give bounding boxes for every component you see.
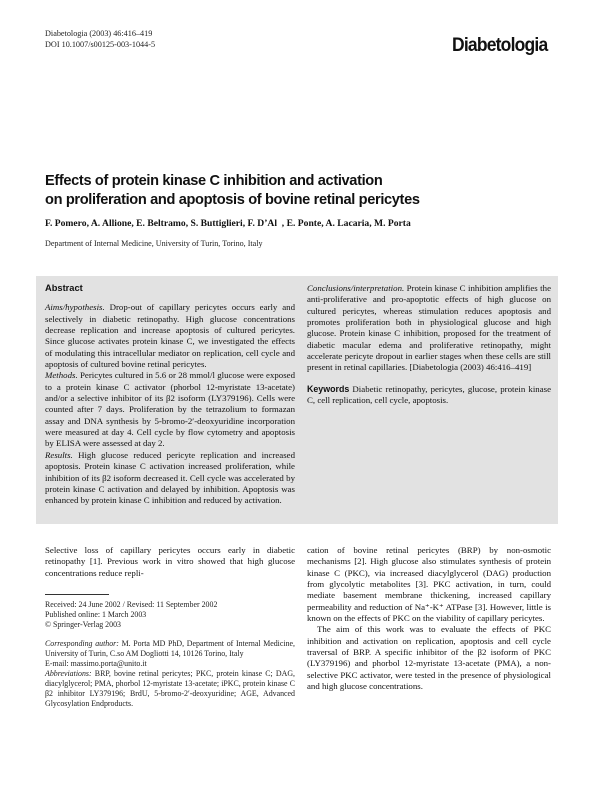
- results-text: High glucose reduced pericyte replication and increased apoptosis. Protein kinase C activation increased proliferation, while inhibition of its β2 isoform decreased it. Cell cycle was accelerated by protein kinase C activation and delayed by inhibition. Apoptosis was enhanced by protein kinase C inhibition and reduced by activation.: [45, 449, 295, 506]
- aims-text: Drop-out of capillary pericytes occurs early and selectively in diabetic retinopathy. High glucose concentrations decrease replication and increase apoptosis of cultured pericytes. Since glucose activates protein kinase C, we investigated the effects of modulating this intracellular mediator on replication, cell cycle and apoptosis of cultured bovine retinal pericytes.: [45, 302, 295, 370]
- article-dates: [45, 600, 217, 630]
- abbreviations-text: BRP, bovine retinal pericytes; PKC, protein kinase C; DAG, diacylglycerol; PMA, phorbol 12-myristate 13-acetate; iPKC, protein kinase C β2 inhibitor LY379196; BrdU, 5-bromo-2′-deoxyuridine; AGE, Advanced Glycosylation Endproducts.: [45, 669, 295, 708]
- copyright: © Springer-Verlag 2003: [45, 620, 121, 629]
- aims-label: Aims/hypothesis.: [45, 302, 105, 313]
- received-date: Received: 24 June 2002 / Revised: 11 September 2002: [45, 600, 218, 609]
- body-intro-left: [45, 545, 295, 579]
- abstract-conclusions: [307, 283, 551, 374]
- doi: DOI 10.1007/s00125-003-1044-5: [45, 40, 156, 49]
- conclusions-text: Protein kinase C inhibition amplifies the anti-proliferative and pro-apoptotic effects of high glucose on cultured pericytes, whereas stimulation reduces apoptosis and promotes proliferation both in physiological glucose and high glucose. Protein kinase C inhibition, proposed for the treatment of diabetic macular edema and proliferative retinopathy, might accelerate pericyte dropout in earlier stages when these cells are still present in retinal capillaries. [Diabetologia (2003) 46:416–419]: [307, 283, 551, 373]
- abstract-column-right: [307, 283, 551, 406]
- corresponding-author-text: M. Porta MD PhD, Department of Internal Medicine, University of Turin, C.so AM Dogliotti 14, 10126 Torino, Italy: [45, 639, 295, 658]
- abstract-aims: [45, 302, 295, 370]
- keywords-label: Keywords: [307, 383, 350, 394]
- methods-label: Methods.: [45, 370, 78, 381]
- abstract-heading: Abstract: [45, 283, 83, 293]
- body-paragraph-1: cation of bovine retinal pericytes (BRP) by non-osmotic mechanisms [2]. High glucose also stimulates synthesis of protein kinase C (PKC), via increased diacylglycerol (DAG) production from glycolytic metabolites [3]. PKC activation, in turn, could mediate basement membrane thickening, increased capillary permeability and reduction of Na⁺-K⁺ ATPase [3]. However, little is known on the effects of PKC on the viability of capillary pericytes.: [307, 545, 551, 624]
- article-title: [45, 172, 505, 210]
- journal-citation: Diabetologia (2003) 46:416–419: [45, 29, 153, 38]
- abbreviations-label: Abbreviations:: [45, 669, 92, 678]
- abstract-methods: [45, 370, 295, 449]
- conclusions-label: Conclusions/interpretation.: [307, 283, 405, 293]
- abstract-column-left: [45, 283, 295, 507]
- results-label: Results.: [45, 449, 73, 460]
- journal-logo-text: Diabetologia: [452, 33, 548, 56]
- methods-text: Pericytes cultured in 5.6 or 28 mmol/l glucose were exposed to a protein kinase C activator (phorbol 12-myristate 13-acetate) and/or a selective inhibitor of its β2 isoform (LY379196). Cells were counted after 7 days. Proliferation by the tetrazolium to formazan assay and DNA synthesis by 5-bromo-2′-deoxyuridine incorporation were measured at day 4. Cell cycle by flow cytometry and apoptosis by ELISA were assessed at day 2.: [45, 370, 295, 449]
- abbreviations: [45, 669, 295, 709]
- corresponding-author: [45, 639, 295, 659]
- keywords-text: Diabetic retinopathy, pericytes, glucose, protein kinase C, cell replication, cell cycle, apoptosis.: [307, 383, 551, 406]
- footnote-divider: [45, 594, 109, 595]
- body-paragraph-2: The aim of this work was to evaluate the effects of PKC inhibition and activation on replication, apoptosis and cell cycle traversal of BRP. A specific inhibitor of the β2 isoform of PKC (LY379196) and phorbol 12-myristate 13-acetate (PMA), a non-selective PKC activator, were tested in the presence of physiological and high glucose concentrations.: [307, 624, 551, 692]
- title-line-2: on proliferation and apoptosis of bovine retinal pericytes: [45, 192, 420, 208]
- author-email[interactable]: E-mail: massimo.porta@unito.it: [45, 659, 147, 668]
- title-line-1: Effects of protein kinase C inhibition and activation: [45, 173, 383, 189]
- journal-reference: [45, 28, 155, 50]
- published-date: Published online: 1 March 2003: [45, 610, 147, 619]
- abstract-results: [45, 450, 295, 507]
- intro-paragraph: Selective loss of capillary pericytes occurs early in diabetic retinopathy [1]. Previous work in vitro showed that high glucose concentrations reduce repli-: [45, 545, 295, 578]
- journal-logo: [452, 31, 550, 56]
- affiliation: Department of Internal Medicine, University of Turin, Torino, Italy: [45, 239, 263, 248]
- author-list: F. Pomero, A. Allione, E. Beltramo, S. Buttiglieri, F. D’Al , E. Ponte, A. Lacaria, M. Porta: [45, 218, 411, 229]
- body-column-right: [307, 545, 551, 692]
- keywords: [307, 384, 551, 407]
- corresponding-author-label: Corresponding author:: [45, 639, 119, 648]
- footnotes: [45, 639, 295, 709]
